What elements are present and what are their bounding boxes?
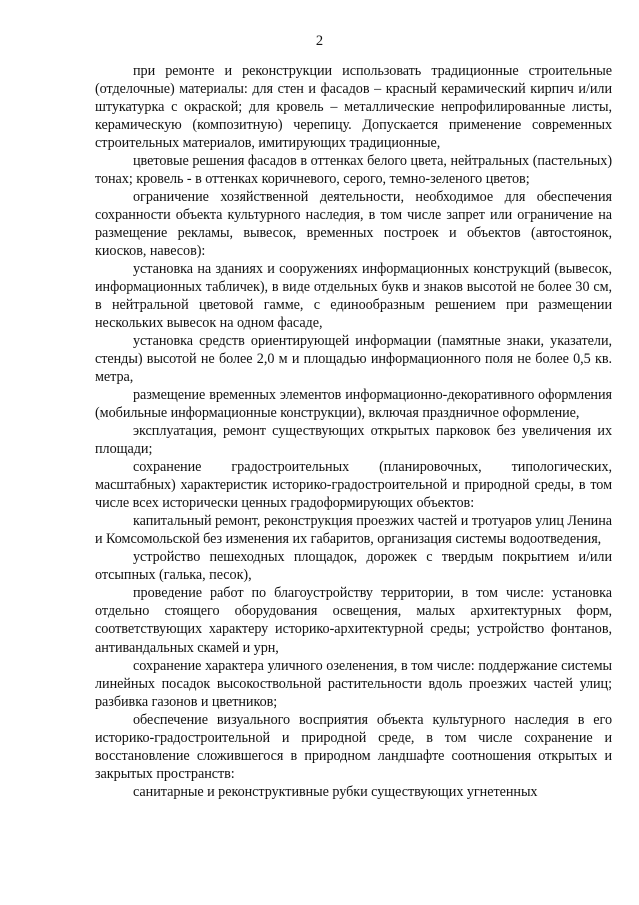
paragraph-temporary-decor: размещение временных элементов информационно-декоративного оформления (мобильные информационные конструкции), включая праздничное оформление, — [95, 387, 612, 422]
paragraph-activity-restriction: ограничение хозяйственной деятельности, необходимое для обеспечения сохранности объекта культурного наследия, в том числе запрет или ограничение на размещение рекламы, вывесок, временных построек и объектов (автостоянок, киосков, навесов): — [95, 189, 612, 260]
paragraph-street-repair: капитальный ремонт, реконструкция проезжих частей и тротуаров улиц Ленина и Комсомольской без изменения их габаритов, организация системы водоотведения, — [95, 513, 612, 548]
paragraph-materials: при ремонте и реконструкции использовать традиционные строительные (отделочные) материалы: для стен и фасадов – красный керамический кирпич и/или штукатурка с окраской; для кровель – металлические непрофилированные листы, керамическую (композитную) черепицу. Допускается применение современных строительных материалов, имитирующих традиционные, — [95, 63, 612, 152]
paragraph-color-solutions: цветовые решения фасадов в оттенках белого цвета, нейтральных (пастельных) тонах; кровель - в оттенках коричневого, серого, темно-зеленого цветов; — [95, 153, 612, 188]
paragraph-landscaping: проведение работ по благоустройству территории, в том числе: установка отдельно стоящего оборудования освещения, малых архитектурных форм, соответствующих характеру историко-архитектурной среды; устройство фонтанов, антивандальных скамей и урн, — [95, 585, 612, 656]
paragraph-orienting-info: установка средств ориентирующей информации (памятные знаки, указатели, стенды) высотой не более 2,0 м и площадью информационного поля не более 0,5 кв. метра, — [95, 333, 612, 386]
paragraph-greenery: сохранение характера уличного озеленения, в том числе: поддержание системы линейных посадок высокоствольной растительности вдоль проезжих частей улиц; разбивка газонов и цветников; — [95, 657, 612, 710]
document-body — [95, 62, 612, 801]
paragraph-sanitary-cutting: санитарные и реконструктивные рубки существующих угнетенных — [133, 783, 538, 800]
paragraph-parking: эксплуатация, ремонт существующих открытых парковок без увеличения их площади; — [95, 423, 612, 458]
paragraph-urban-characteristics: сохранение градостроительных (планировочных, типологических, масштабных) характеристик историко-градостроительной и природной среды, в том числе всех исторически ценных градоформирующих объектов: — [95, 459, 612, 512]
page-number: 2 — [315, 33, 324, 49]
paragraph-visual-perception: обеспечение визуального восприятия объекта культурного наследия в его историко-градостроительной и природной среде, в том числе сохранение и восстановление сложившегося в природном ландшафте соотношения открытых и закрытых пространств: — [95, 711, 612, 782]
paragraph-pedestrian-areas: устройство пешеходных площадок, дорожек с твердым покрытием и/или отсыпных (галька, песок), — [95, 549, 612, 584]
paragraph-info-structures: установка на зданиях и сооружениях информационных конструкций (вывесок, информационных табличек), в виде отдельных букв и знаков высотой не более 30 см, в нейтральной цветовой гамме, с единообразным решением при размещении нескольких вывесок на одном фасаде, — [95, 261, 612, 332]
